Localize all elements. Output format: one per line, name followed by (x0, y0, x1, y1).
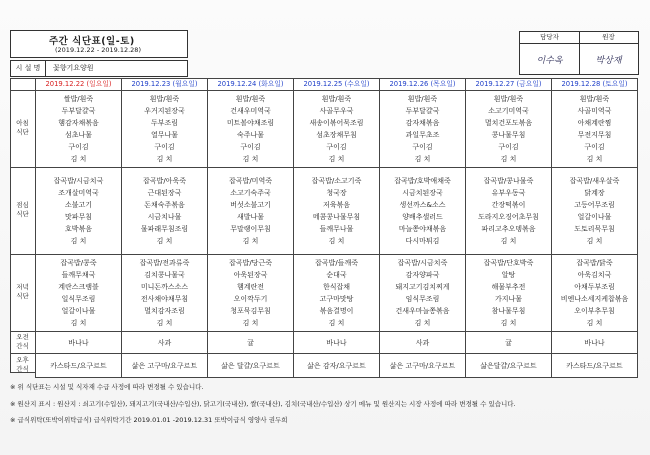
breakfast-cell (122, 91, 208, 168)
dinner-cell (552, 255, 638, 332)
menu-item: 청국장 (326, 189, 347, 197)
menu-item: 생선까스&소스 (399, 201, 446, 209)
menu-item: 흰밥/흰죽 (149, 95, 180, 103)
menu-item: 김 치 (156, 155, 173, 163)
menu-item: 얼갈이나물 (577, 213, 612, 221)
menu-item: 잡곡밥/미역죽 (229, 177, 272, 185)
row-label-snack_pm (10, 356, 35, 374)
lunch-cell (294, 168, 380, 255)
snack_pm-cell (552, 354, 638, 378)
lunch-cell (552, 168, 638, 255)
menu-item: 삶은 고구마/요구르트 (389, 361, 456, 370)
dinner-cell (208, 255, 294, 332)
menu-item: 새송이볶어묵조림 (309, 119, 364, 127)
menu-item: 잡곡밥/시금치국 (53, 177, 104, 185)
menu-item: 잡곡밥/아욱죽 (143, 177, 186, 185)
menu-item: 오이깍두기 (233, 295, 268, 303)
menu-item: 콩나물무침 (491, 131, 526, 139)
menu-item: 새발나물 (236, 213, 265, 221)
menu-item: 파리고추오뎅볶음 (481, 225, 536, 233)
menu-item: 한식잡채 (322, 283, 351, 291)
menu-item: 김 치 (242, 155, 259, 163)
menu-item: 소고기숙주국 (230, 189, 271, 197)
breakfast-cell (36, 91, 122, 168)
snack_am-cell (380, 332, 466, 354)
menu-item: 햄계란전 (236, 283, 265, 291)
breakfast-cell (208, 91, 294, 168)
snack_am-cell (294, 332, 380, 354)
row-divider (10, 254, 35, 255)
menu-item: 볶음결명이 (319, 307, 354, 315)
menu-item: 섬초장채무침 (316, 131, 357, 139)
menu-item: 해물부추전 (491, 283, 526, 291)
menu-item: 오이부추무침 (574, 307, 615, 315)
menu-item: 잡곡밥/시금치죽 (397, 259, 448, 267)
date-header-3: 2019.12.25 (수요일) (294, 79, 380, 91)
note-2: ※ 원산지 표시 : 원산지 : 쇠고기(수입산), 돼지고기(국내산/수입산), 닭고기(국내산), 쌀(국내산), 김치(국내산/수입산) 상기 메뉴 및 원산지는 시장 사정에 따라 변경될 수 있습니다. (10, 400, 516, 408)
menu-item: 쌀밥/흰죽 (63, 95, 94, 103)
menu-item: 섬초나물 (64, 131, 93, 139)
menu-item: 김 치 (242, 237, 259, 245)
dinner-cell (36, 255, 122, 332)
snack_pm-cell (208, 354, 294, 378)
menu-item: 김 치 (70, 155, 87, 163)
menu-item: 감자채볶음 (405, 119, 440, 127)
row-label-text: 식단 (16, 210, 29, 218)
menu-item: 흰밥/흰죽 (321, 95, 352, 103)
menu-item: 시금치나물 (147, 213, 182, 221)
date-header-row (36, 79, 638, 91)
breakfast-cell (380, 91, 466, 168)
row-label-snack_am (10, 333, 35, 351)
menu-item: 건새우미역국 (230, 107, 271, 115)
date-header-5: 2019.12.27 (금요일) (466, 79, 552, 91)
menu-item: 물파래무침조림 (140, 225, 189, 233)
lunch-cell (466, 168, 552, 255)
row-label-breakfast (10, 119, 35, 137)
menu-item: 구이김 (154, 143, 175, 151)
period-text: (2019.12.22 - 2019.12.28) (55, 46, 141, 54)
menu-item: 호박볶음 (64, 225, 93, 233)
row-lunch (36, 168, 638, 255)
menu-item: 김 치 (586, 237, 603, 245)
dinner-cell (294, 255, 380, 332)
menu-item: 김 치 (328, 319, 345, 327)
row-label-dinner (10, 283, 35, 301)
approval-box (519, 31, 639, 75)
breakfast-cell (466, 91, 552, 168)
menu-item: 들깨무채국 (61, 271, 96, 279)
menu-item: 시금치된장국 (402, 189, 443, 197)
menu-item: 닭계장 (584, 189, 605, 197)
dinner-cell (466, 255, 552, 332)
menu-item: 사과 (415, 338, 430, 347)
menu-item: 고등어무조림 (574, 201, 615, 209)
menu-item: 김 치 (500, 319, 517, 327)
menu-item: 사골무우국 (319, 107, 354, 115)
menu-item: 구이김 (68, 143, 89, 151)
menu-item: 구이김 (412, 143, 433, 151)
menu-item: 김 치 (414, 319, 431, 327)
menu-item: 고구마맛탕 (319, 295, 354, 303)
snack_am-cell (208, 332, 294, 354)
menu-item: 양배추샐러드 (402, 213, 443, 221)
lunch-cell (208, 168, 294, 255)
row-divider (10, 90, 35, 91)
menu-item: 임식무조림 (405, 295, 440, 303)
menu-item: 참나물무침 (491, 307, 526, 315)
row-label-text: 오후 (16, 355, 29, 364)
menu-item: 김 치 (500, 237, 517, 245)
menu-item: 다시마튀김 (405, 237, 440, 245)
row-breakfast (36, 91, 638, 168)
menu-item: 김 치 (70, 237, 87, 245)
lunch-cell (36, 168, 122, 255)
menu-item: 감자양파국 (405, 271, 440, 279)
row-divider (10, 331, 35, 332)
menu-item: 삶은 고구마/요구르트 (131, 361, 198, 370)
menu-item: 잡곡밥/소고기죽 (311, 177, 362, 185)
menu-item: 구이김 (498, 143, 519, 151)
menu-item: 사골미역국 (577, 107, 612, 115)
menu-item: 잡곡밥/콩죽 (60, 259, 97, 267)
snack_pm-cell (466, 354, 552, 378)
menu-item: 소고기미역국 (488, 107, 529, 115)
menu-item: 간장떡볶이 (491, 201, 526, 209)
menu-item: 계란스크램블 (58, 283, 99, 291)
snack_pm-cell (122, 354, 208, 378)
menu-item: 귤 (505, 338, 512, 347)
menu-item: 돈채숙주볶음 (144, 201, 185, 209)
menu-item: 무전지무침 (577, 131, 612, 139)
snack_am-cell (122, 332, 208, 354)
date-header-1: 2019.12.23 (월요일) (122, 79, 208, 91)
menu-item: 김 치 (500, 155, 517, 163)
row-label-text: 식단 (16, 292, 29, 300)
menu-item: 구이김 (240, 143, 261, 151)
row-label-text: 저녁 (16, 283, 29, 291)
director-label: 원장 (579, 32, 638, 44)
snack_am-cell (466, 332, 552, 354)
menu-item: 흰밥/흰죽 (579, 95, 610, 103)
menu-item: 우거지된장국 (144, 107, 185, 115)
menu-item: 메콤콩나물무침 (312, 213, 361, 221)
row-label-text: 간식 (16, 341, 29, 350)
title-box (10, 30, 188, 58)
snack_pm-cell (294, 354, 380, 378)
menu-item: 미니돈까스소스 (140, 283, 189, 291)
menu-item: 김치콩나물국 (144, 271, 185, 279)
menu-item: 아채계란찜 (577, 119, 612, 127)
menu-item: 잡곡밥/당근죽 (229, 259, 272, 267)
lunch-cell (380, 168, 466, 255)
menu-item: 도토리묵무침 (574, 225, 615, 233)
weekly-menu-table (35, 78, 638, 378)
dinner-cell (380, 255, 466, 332)
menu-item: 소불고기 (64, 201, 93, 209)
menu-item: 삶은 달걀/요구르트 (221, 361, 280, 370)
row-label-text: 간식 (16, 364, 29, 373)
menu-item: 얼갈이나물 (61, 307, 96, 315)
menu-item: 아욱김치국 (577, 271, 612, 279)
menu-item: 무말랭이무침 (230, 225, 271, 233)
menu-item: 비엔나소세지케찹볶음 (560, 295, 629, 303)
menu-item: 김 치 (156, 237, 173, 245)
page-title: 주간 식단표(일-토) (49, 36, 135, 47)
menu-item: 청포묵김무침 (230, 307, 271, 315)
note-3: ※ 급식위탁(또박이위탁급식) 급식위탁기간 2019.01.01 -2019.12.31 또박이급식 영양사 권두희 (10, 416, 288, 424)
menu-item: 귤 (247, 338, 254, 347)
date-header-6: 2019.12.28 (토요일) (552, 79, 638, 91)
manager-label: 담당자 (520, 32, 579, 44)
snack_pm-cell (380, 354, 466, 378)
menu-item: 잡곡밥/호박애채죽 (394, 177, 451, 185)
menu-item: 김 치 (414, 155, 431, 163)
menu-item: 잡곡밥/닭죽 (576, 259, 613, 267)
menu-item: 두부달걀국 (61, 107, 96, 115)
menu-item: 김 치 (328, 155, 345, 163)
approval-manager (520, 32, 580, 74)
menu-item: 잡곡밥/콩나물죽 (483, 177, 534, 185)
lunch-cell (122, 168, 208, 255)
menu-item: 김 치 (586, 319, 603, 327)
menu-item: 열무나물 (150, 131, 179, 139)
menu-item: 아욱된장국 (233, 271, 268, 279)
menu-item: 전사채야채무침 (140, 295, 189, 303)
row-dinner (36, 255, 638, 332)
date-header-0: 2019.12.22 (일요일) (36, 79, 122, 91)
menu-item: 미트볼야채조림 (226, 119, 275, 127)
facility-box (10, 60, 188, 77)
menu-item: 알탕 (501, 271, 516, 279)
menu-item: 김 치 (586, 155, 603, 163)
menu-item: 삶은 감자/요구르트 (307, 361, 366, 370)
menu-item: 구이김 (326, 143, 347, 151)
row-label-lunch (10, 201, 35, 219)
date-header-4: 2019.12.26 (목요일) (380, 79, 466, 91)
row-snack_pm (36, 354, 638, 378)
menu-item: 건새우마늘쫑볶음 (395, 307, 450, 315)
facility-label: 시 설 명 (11, 61, 46, 76)
menu-item: 맛파무침 (64, 213, 93, 221)
menu-item: 흰밥/흰죽 (407, 95, 438, 103)
menu-item: 김 치 (328, 237, 345, 245)
row-label-text: 식단 (16, 128, 29, 136)
snack_pm-cell (36, 354, 122, 378)
menu-item: 삶은달걀/요구르트 (480, 361, 537, 370)
menu-item: 잡곡밥/단호박죽 (483, 259, 534, 267)
menu-item: 바나나 (68, 338, 89, 347)
menu-item: 멸치건포도볶음 (484, 119, 533, 127)
manager-signature: 이수옥 (536, 56, 563, 66)
menu-item: 두부조림 (150, 119, 179, 127)
menu-item: 두부달걀국 (405, 107, 440, 115)
row-label-text: 아침 (16, 119, 29, 127)
menu-item: 흰밥/흰죽 (493, 95, 524, 103)
approval-director (579, 32, 638, 74)
menu-item: 잡곡밥/새우살죽 (569, 177, 620, 185)
menu-item: 도라지오징어초무침 (478, 213, 539, 221)
row-divider (10, 353, 35, 354)
menu-item: 잡곡밥/들깨죽 (315, 259, 358, 267)
menu-item: 구이김 (584, 143, 605, 151)
menu-item: 김 치 (70, 319, 87, 327)
menu-item: 근대된장국 (147, 189, 182, 197)
menu-item: 저육볶음 (322, 201, 351, 209)
director-signature: 박상재 (595, 56, 622, 66)
menu-item: 숙주나물 (236, 131, 265, 139)
menu-item: 사과 (157, 338, 172, 347)
menu-item: 바나나 (326, 338, 347, 347)
menu-item: 일식무조림 (61, 295, 96, 303)
menu-item: 아채두부조림 (574, 283, 615, 291)
menu-item: 들깨무나물 (319, 225, 354, 233)
row-label-text: 점심 (16, 201, 29, 209)
menu-item: 가지나물 (494, 295, 523, 303)
menu-item: 마늘쫑야채볶음 (398, 225, 447, 233)
menu-item: 버섯소불고기 (230, 201, 271, 209)
snack_am-cell (36, 332, 122, 354)
menu-item: 카스타드/요구르트 (566, 361, 623, 370)
date-header-2: 2019.12.24 (화요일) (208, 79, 294, 91)
snack_am-cell (552, 332, 638, 354)
menu-item: 조개살미역국 (58, 189, 99, 197)
menu-item: 바나나 (584, 338, 605, 347)
menu-item: 햄감자채볶음 (58, 119, 99, 127)
row-divider (10, 167, 35, 168)
dinner-cell (122, 255, 208, 332)
row-label-text: 오전 (16, 332, 29, 341)
menu-item: 유부우동국 (491, 189, 526, 197)
menu-item: 돼지고기김치찌게 (395, 283, 450, 291)
menu-item: 김 치 (242, 319, 259, 327)
breakfast-cell (294, 91, 380, 168)
menu-item: 순대국 (326, 271, 347, 279)
menu-item: 카스타드/요구르트 (50, 361, 107, 370)
menu-item: 잡곡밥/전과류죽 (139, 259, 190, 267)
note-1: ※ 위 식단표는 시설 및 식자재 수급 사정에 따라 변경될 수 있습니다. (10, 383, 204, 391)
row-snack_am (36, 332, 638, 354)
breakfast-cell (552, 91, 638, 168)
facility-name: 꽃향기요양원 (53, 64, 94, 72)
menu-item: 멸치감자조림 (144, 307, 185, 315)
menu-item: 김 치 (156, 319, 173, 327)
menu-item: 흰밥/흰죽 (235, 95, 266, 103)
menu-item: 과일무초조 (405, 131, 440, 139)
